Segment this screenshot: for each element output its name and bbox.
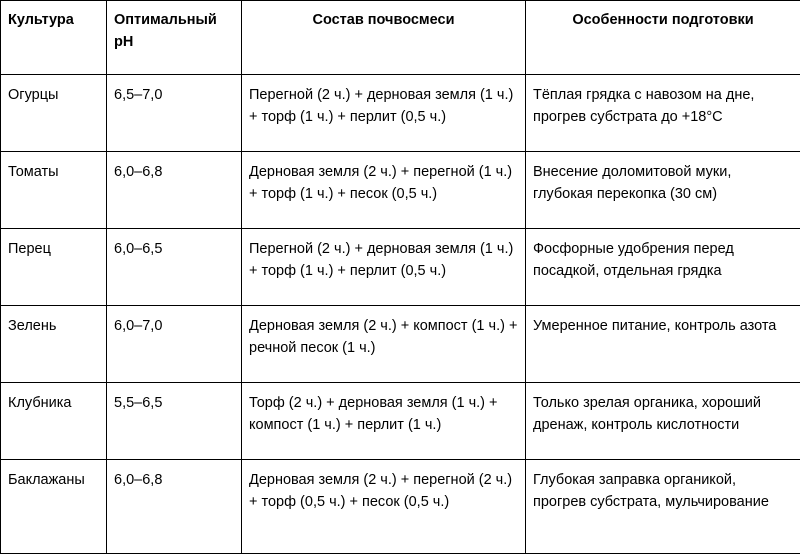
cell-mix: Дерновая земля (2 ч.) + перегной (1 ч.) + торф (1 ч.) + песок (0,5 ч.) <box>242 152 526 229</box>
cell-ph: 6,0–6,8 <box>107 152 242 229</box>
cell-crop: Клубника <box>1 383 107 460</box>
cell-mix: Перегной (2 ч.) + дерновая земля (1 ч.) + торф (1 ч.) + перлит (0,5 ч.) <box>242 75 526 152</box>
cell-notes: Тёплая грядка с навозом на дне, прогрев субстрата до +18°C <box>526 75 800 152</box>
table-row <box>1 383 800 460</box>
cell-ph: 6,5–7,0 <box>107 75 242 152</box>
cell-mix: Торф (2 ч.) + дерновая земля (1 ч.) + компост (1 ч.) + перлит (1 ч.) <box>242 383 526 460</box>
cell-notes: Только зрелая органика, хороший дренаж, контроль кислотности <box>526 383 800 460</box>
cell-notes: Фосфорные удобрения перед посадкой, отдельная грядка <box>526 229 800 306</box>
cell-ph: 6,0–6,5 <box>107 229 242 306</box>
cell-notes: Умеренное питание, контроль азота <box>526 306 800 383</box>
cell-crop: Огурцы <box>1 75 107 152</box>
cell-crop: Перец <box>1 229 107 306</box>
cell-notes: Внесение доломитовой муки, глубокая перекопка (30 см) <box>526 152 800 229</box>
cell-ph: 5,5–6,5 <box>107 383 242 460</box>
header-crop: Культура <box>1 1 107 75</box>
header-row <box>1 1 800 75</box>
cell-ph: 6,0–7,0 <box>107 306 242 383</box>
cell-crop: Баклажаны <box>1 460 107 554</box>
cell-crop: Томаты <box>1 152 107 229</box>
header-notes: Особенности подготовки <box>526 1 800 75</box>
cell-notes: Глубокая заправка органикой, прогрев субстрата, мульчирование <box>526 460 800 554</box>
cell-ph: 6,0–6,8 <box>107 460 242 554</box>
table-row <box>1 306 800 383</box>
cell-mix: Перегной (2 ч.) + дерновая земля (1 ч.) + торф (1 ч.) + перлит (0,5 ч.) <box>242 229 526 306</box>
cell-mix: Дерновая земля (2 ч.) + компост (1 ч.) + речной песок (1 ч.) <box>242 306 526 383</box>
table-row <box>1 152 800 229</box>
table-row <box>1 229 800 306</box>
table-row <box>1 75 800 152</box>
header-mix: Состав почвосмеси <box>242 1 526 75</box>
cell-crop: Зелень <box>1 306 107 383</box>
table-row <box>1 460 800 554</box>
cell-mix: Дерновая земля (2 ч.) + перегной (2 ч.) + торф (0,5 ч.) + песок (0,5 ч.) <box>242 460 526 554</box>
header-ph: Оптимальный pH <box>107 1 242 75</box>
